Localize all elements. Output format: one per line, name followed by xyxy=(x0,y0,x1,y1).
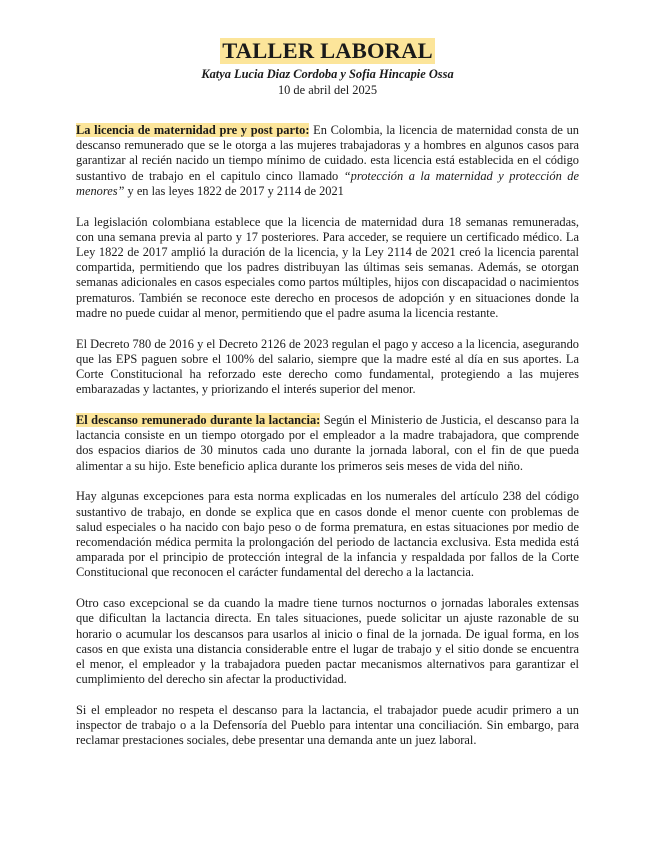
document-body xyxy=(76,123,579,764)
paragraph-maternity-leave xyxy=(76,123,579,199)
paragraph-text: Según el Ministerio de Justicia, el descanso para la lactancia consiste en un tiempo otorgado por el empleador a la madre trabajadora, que comprende dos espacios diarios de 30 minutos cada uno durante la jornada laboral, con el fin de que pueda alimentar a su hijo. Este beneficio aplica durante los primeros seis meses de vida del niño. xyxy=(76,413,579,473)
paragraph-text: y en las leyes 1822 de 2017 y 2114 de 2021 xyxy=(124,183,344,198)
paragraph-employer-noncompliance: Si el empleador no respeta el descanso para la lactancia, el trabajador puede acudir primero a un inspector de trabajo o a la Defensoría del Pueblo para intentar una conciliación. Sin embargo, para reclamar prestaciones sociales, debe presentar una demanda ante un juez laboral. xyxy=(76,703,579,748)
paragraph-exceptions: Hay algunas excepciones para esta norma explicadas en los numerales del artículo 238 del código sustantivo de trabajo, en donde se explica que en casos donde el menor cuente con problemas de salud especiales o ha nacido con bajo peso o de forma prematura, en estas situaciones por medio de recomendación médica permita la prolongación del periodo de lactancia exclusiva. Esta medida está amparada por el principio de protección integral de la infancia y respaldada por fallos de la Corte Constitucional que reconocen el carácter fundamental del derecho a la lactancia. xyxy=(76,489,579,580)
section-heading-maternity-leave: La licencia de maternidad pre y post parto: xyxy=(76,123,310,137)
paragraph-lactation-rest xyxy=(76,413,579,474)
document-authors: Katya Lucia Diaz Cordoba y Sofia Hincapie Ossa xyxy=(201,67,454,81)
paragraph-decrees: El Decreto 780 de 2016 y el Decreto 2126 de 2023 regulan el pago y acceso a la licencia, asegurando que las EPS paguen sobre el 100% del salario, siempre que la madre esté al día en sus aportes. La Corte Constitucional ha reforzado este derecho como fundamental, protegiendo a las mujeres embarazadas y lactantes, y priorizando el interés superior del menor. xyxy=(76,336,579,397)
document-header xyxy=(0,38,655,98)
section-heading-lactation-rest: El descanso remunerado durante la lactancia: xyxy=(76,413,321,428)
paragraph-night-shifts: Otro caso excepcional se da cuando la madre tiene turnos nocturnos o jornadas laborales extensas que dificultan la lactancia directa. En tales situaciones, puede solicitar un ajuste razonable de su horario o acumular los descansos para usarlos al inicio o final de la jornada. De igual forma, en los casos en que exista una distancia considerable entre el lugar de trabajo y el sitio donde se encuentra el menor, el empleador y la trabajadora pueden pactar mecanismos alternativos para garantizar el cumplimiento del derecho sin afectar la productividad. xyxy=(76,596,579,687)
document-title: TALLER LABORAL xyxy=(222,38,433,63)
paragraph-text: En Colombia, la licencia de maternidad consta de un descanso remunerado que se le otorga a las mujeres trabajadoras y a hombres en algunos casos para garantizar al recién nacido un tiempo mínimo de cuidado. esta licencia está establecida en el código sustantivo de trabajo en el capitulo cinco llamado xyxy=(76,123,579,183)
document-date: 10 de abril del 2025 xyxy=(277,83,378,97)
quoted-chapter-title: “protección a la maternidad y protección de menores” xyxy=(76,168,579,198)
paragraph-legislation: La legislación colombiana establece que la licencia de maternidad dura 18 semanas remuneradas, con una semana previa al parto y 17 posteriores. Para acceder, se requiere un certificado médico. La Ley 1822 de 2017 amplió la duración de la licencia, y la Ley 2114 de 2021 creó la licencia parental compartida, permitiendo que los padres distribuyan las últimas seis semanas. Además, se otorgan semanas adicionales en casos especiales como partos múltiples, hijos con discapacidad o nacimientos prematuros. También se reconoce este derecho en procesos de adopción y en situaciones donde la madre no puede cuidar al menor, permitiendo que el padre asuma la licencia restante. xyxy=(76,214,579,320)
